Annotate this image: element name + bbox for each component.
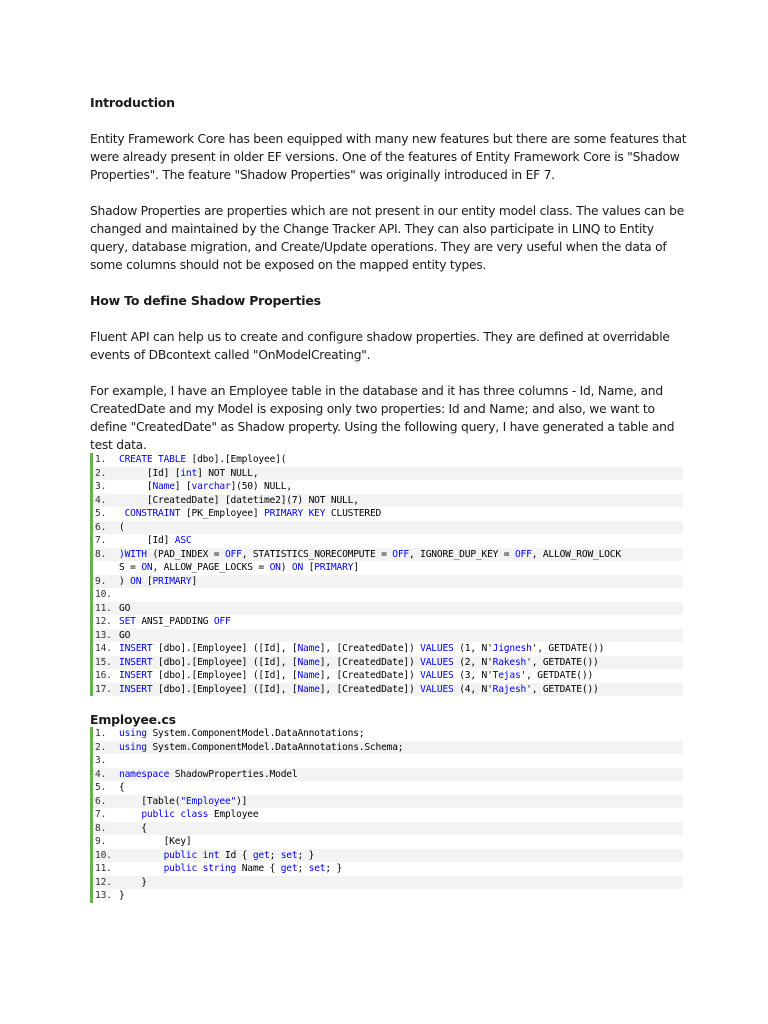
code-token: ON — [130, 575, 147, 587]
line-number: 5. — [95, 508, 107, 519]
code-token: ] — [191, 575, 198, 587]
code-token: public int — [163, 849, 225, 861]
code-line — [93, 561, 683, 575]
code-token: ', GETDATE()) — [526, 656, 599, 668]
code-line — [93, 889, 683, 903]
text-line: changed and maintained by the Change Tracker API. They can also participate in LINQ to Entity — [90, 222, 654, 236]
code-token: Name — [297, 656, 320, 668]
code-token: [dbo].[Employee] ([Id], [ — [158, 670, 298, 681]
code-token: } — [119, 890, 125, 901]
line-number: 14. — [95, 643, 112, 654]
code-token: OFF — [224, 548, 242, 560]
code-token — [119, 809, 141, 820]
code-token: ON — [141, 562, 153, 573]
code-token: Name { — [241, 863, 281, 874]
code-token: using — [119, 741, 153, 753]
code-token: { — [119, 822, 147, 834]
line-number: 6. — [95, 521, 107, 533]
line-number: 3. — [95, 481, 107, 492]
employee-cs-heading: Employee.cs — [90, 712, 176, 727]
code-token: ', GETDATE()) — [526, 683, 599, 695]
text-line: Entity Framework Core has been equipped with many new features but there are some features that — [90, 132, 687, 146]
code-token: ], [CreatedDate]) — [319, 656, 421, 668]
code-token: get — [252, 849, 270, 861]
text-line: some columns should not be exposed on the mapped entity types. — [90, 258, 487, 272]
code-line — [93, 754, 683, 768]
line-number: 10. — [95, 589, 112, 600]
line-number: 4. — [95, 494, 107, 506]
code-token: [ — [308, 562, 315, 573]
code-token: ShadowProperties.Model — [174, 768, 298, 780]
line-number: 9. — [95, 836, 107, 847]
howto-heading: How To define Shadow Properties — [90, 293, 321, 308]
code-token: (2, N' — [459, 656, 493, 668]
code-token: ] [ — [174, 481, 192, 492]
code-token: OFF — [514, 548, 532, 560]
code-line — [93, 727, 683, 741]
code-token: using — [119, 728, 153, 739]
howto-paragraph-2 — [90, 382, 680, 454]
code-token: ON — [269, 562, 281, 573]
text-line: For example, I have an Employee table in the database and it has three columns - Id, Name, and — [90, 384, 663, 398]
code-token: [CreatedDate] [datetime2](7) NOT NULL, — [119, 494, 359, 506]
code-token: set — [280, 849, 298, 861]
code-token: get — [280, 863, 298, 874]
code-token: VALUES — [420, 643, 460, 654]
code-token: Name — [297, 643, 320, 654]
code-token: , ALLOW_PAGE_LOCKS = — [152, 562, 270, 573]
code-token: ', GETDATE()) — [520, 670, 594, 681]
line-number: 1. — [95, 728, 107, 739]
code-token: System.ComponentModel.DataAnnotations; — [152, 728, 365, 739]
code-token: Name — [297, 670, 320, 681]
code-token: CONSTRAINT — [119, 508, 186, 519]
line-number: 8. — [95, 822, 107, 834]
text-line: CreatedDate and my Model is exposing only two properties: Id and Name; and also, we want to — [90, 402, 655, 416]
code-token: [dbo].[Employee] ([Id], [ — [158, 656, 298, 668]
code-token: , STATISTICS_NORECOMPUTE = — [241, 548, 393, 560]
code-token: ', GETDATE()) — [531, 643, 605, 654]
code-token: [Id] — [119, 535, 175, 546]
line-number: 12. — [95, 616, 112, 627]
code-line — [93, 781, 683, 795]
line-number: 1. — [95, 454, 107, 465]
code-token: (3, N' — [459, 670, 493, 681]
code-token: ) — [119, 575, 131, 587]
code-token: ; } — [297, 849, 315, 861]
code-token: ( — [119, 521, 125, 533]
code-token: S = — [119, 562, 142, 573]
code-token: VALUES — [420, 683, 460, 695]
code-token: [dbo].[Employee]( — [191, 454, 287, 465]
line-number: 4. — [95, 768, 107, 780]
line-number: 8. — [95, 548, 107, 560]
code-token: [ — [119, 481, 153, 492]
code-token: Rajesh — [492, 683, 527, 695]
code-line — [93, 534, 683, 548]
text-line: Properties". The feature "Shadow Properties" was originally introduced in EF 7. — [90, 168, 555, 182]
code-token: varchar — [191, 481, 231, 492]
code-token: [PK_Employee] — [185, 508, 264, 519]
text-line: Fluent API can help us to create and configure shadow properties. They are defined at overridable — [90, 330, 670, 344]
code-line — [93, 548, 683, 562]
text-line: were already present in older EF versions. One of the features of Entity Framework Core is "Shadow — [90, 150, 680, 164]
line-number: 2. — [95, 741, 107, 753]
code-line — [93, 453, 683, 467]
code-token: Id { — [224, 849, 253, 861]
csharp-code-block — [90, 727, 683, 903]
code-token: ASC — [174, 535, 192, 546]
code-line — [93, 808, 683, 822]
code-line — [93, 480, 683, 494]
line-number: 10. — [95, 849, 112, 861]
text-line: events of DBcontext called "OnModelCreating". — [90, 348, 371, 362]
code-line — [93, 835, 683, 849]
code-token: INSERT — [119, 670, 159, 681]
code-token: GO — [119, 602, 131, 614]
intro-heading: Introduction — [90, 95, 175, 110]
code-line — [93, 642, 683, 656]
code-token: [Id] [ — [119, 467, 181, 479]
code-token: ) — [280, 562, 292, 573]
code-token: Name — [152, 481, 175, 492]
code-token: )] — [236, 795, 248, 807]
code-line — [93, 575, 683, 589]
code-token: "Employee" — [180, 795, 237, 807]
code-token: GO — [119, 629, 131, 641]
code-line — [93, 521, 683, 535]
code-token: } — [119, 876, 147, 888]
code-token: INSERT — [119, 683, 159, 695]
line-number: 7. — [95, 535, 107, 546]
code-line — [93, 629, 683, 643]
code-line — [93, 795, 683, 809]
code-token: Jignesh — [492, 643, 532, 654]
code-token: namespace — [119, 768, 175, 780]
code-token: VALUES — [420, 656, 460, 668]
code-token: set — [308, 863, 326, 874]
code-token: , ALLOW_ROW_LOCK — [531, 548, 621, 560]
code-line — [93, 741, 683, 755]
code-line — [93, 467, 683, 481]
code-token: [dbo].[Employee] ([Id], [ — [158, 643, 298, 654]
code-line — [93, 615, 683, 629]
line-number: 3. — [95, 755, 107, 766]
code-token: ], [CreatedDate]) — [319, 670, 421, 681]
code-token: VALUES — [420, 670, 460, 681]
code-token: )WITH — [119, 548, 153, 560]
line-number: 11. — [95, 863, 112, 874]
line-number: 16. — [95, 670, 112, 681]
code-token: PRIMARY KEY — [264, 508, 331, 519]
code-token: ; } — [325, 863, 343, 874]
code-token: OFF — [392, 548, 409, 560]
line-number: 13. — [95, 629, 112, 641]
intro-paragraph-1 — [90, 130, 687, 184]
line-number: 11. — [95, 602, 112, 614]
line-number: 13. — [95, 890, 112, 901]
sql-code-block — [90, 453, 683, 696]
code-token — [119, 863, 164, 874]
code-token: Name — [297, 683, 320, 695]
code-token: , IGNORE_DUP_KEY = — [409, 548, 515, 560]
code-token: [ — [146, 575, 153, 587]
code-token: OFF — [213, 616, 231, 627]
code-token: [Key] — [119, 836, 192, 847]
line-number: 15. — [95, 656, 112, 668]
text-line: query, database migration, and Create/Update operations. They are very useful when the data of — [90, 240, 667, 254]
code-token: Rakesh — [492, 656, 527, 668]
code-line — [93, 494, 683, 508]
code-line — [93, 507, 683, 521]
text-line: test data. — [90, 438, 147, 452]
code-token: ; — [269, 849, 281, 861]
line-number: 6. — [95, 795, 107, 807]
line-number: 17. — [95, 683, 112, 695]
code-token: PRIMARY — [152, 575, 192, 587]
code-line — [93, 656, 683, 670]
code-token: CLUSTERED — [330, 508, 382, 519]
code-token: Employee — [213, 809, 259, 820]
line-number: 5. — [95, 782, 107, 793]
code-line — [93, 602, 683, 616]
code-token: (1, N' — [459, 643, 493, 654]
code-token: INSERT — [119, 643, 159, 654]
code-token: PRIMARY — [314, 562, 354, 573]
code-token: public string — [163, 863, 242, 874]
code-token: int — [180, 467, 198, 479]
code-token: CREATE TABLE — [119, 454, 192, 465]
code-line — [93, 822, 683, 836]
code-line — [93, 669, 683, 683]
code-token: { — [119, 782, 125, 793]
code-token: ANSI_PADDING — [141, 616, 214, 627]
code-line — [93, 862, 683, 876]
code-token: ], [CreatedDate]) — [319, 643, 421, 654]
code-token: System.ComponentModel.DataAnnotations.Schema; — [152, 741, 404, 753]
code-token: SET — [119, 616, 142, 627]
code-token: ON — [291, 562, 309, 573]
line-number: 2. — [95, 467, 107, 479]
code-line — [93, 588, 683, 602]
code-token: Tejas — [492, 670, 521, 681]
code-token: [dbo].[Employee] ([Id], [ — [158, 683, 298, 695]
code-token: ; — [297, 863, 309, 874]
code-line — [93, 876, 683, 890]
text-line: Shadow Properties are properties which are not present in our entity model class. The values can be — [90, 204, 685, 218]
code-token: (PAD_INDEX = — [152, 548, 225, 560]
code-token: (4, N' — [459, 683, 493, 695]
code-line — [93, 683, 683, 697]
code-token: ] — [353, 562, 359, 573]
line-number: 12. — [95, 876, 112, 888]
intro-paragraph-2 — [90, 202, 685, 274]
howto-paragraph-1 — [90, 328, 680, 364]
line-number: 7. — [95, 809, 107, 820]
code-token: [Table( — [119, 795, 181, 807]
code-line — [93, 849, 683, 863]
code-token: ](50) NULL, — [230, 481, 292, 492]
line-number: 9. — [95, 575, 107, 587]
text-line: define "CreatedDate" as Shadow property. Using the following query, I have generated a table and — [90, 420, 675, 434]
code-token — [119, 850, 164, 861]
code-token: ], [CreatedDate]) — [319, 683, 421, 695]
code-token: ] NOT NULL, — [197, 467, 259, 479]
code-token: public class — [141, 809, 214, 820]
code-line — [93, 768, 683, 782]
code-token: INSERT — [119, 656, 159, 668]
